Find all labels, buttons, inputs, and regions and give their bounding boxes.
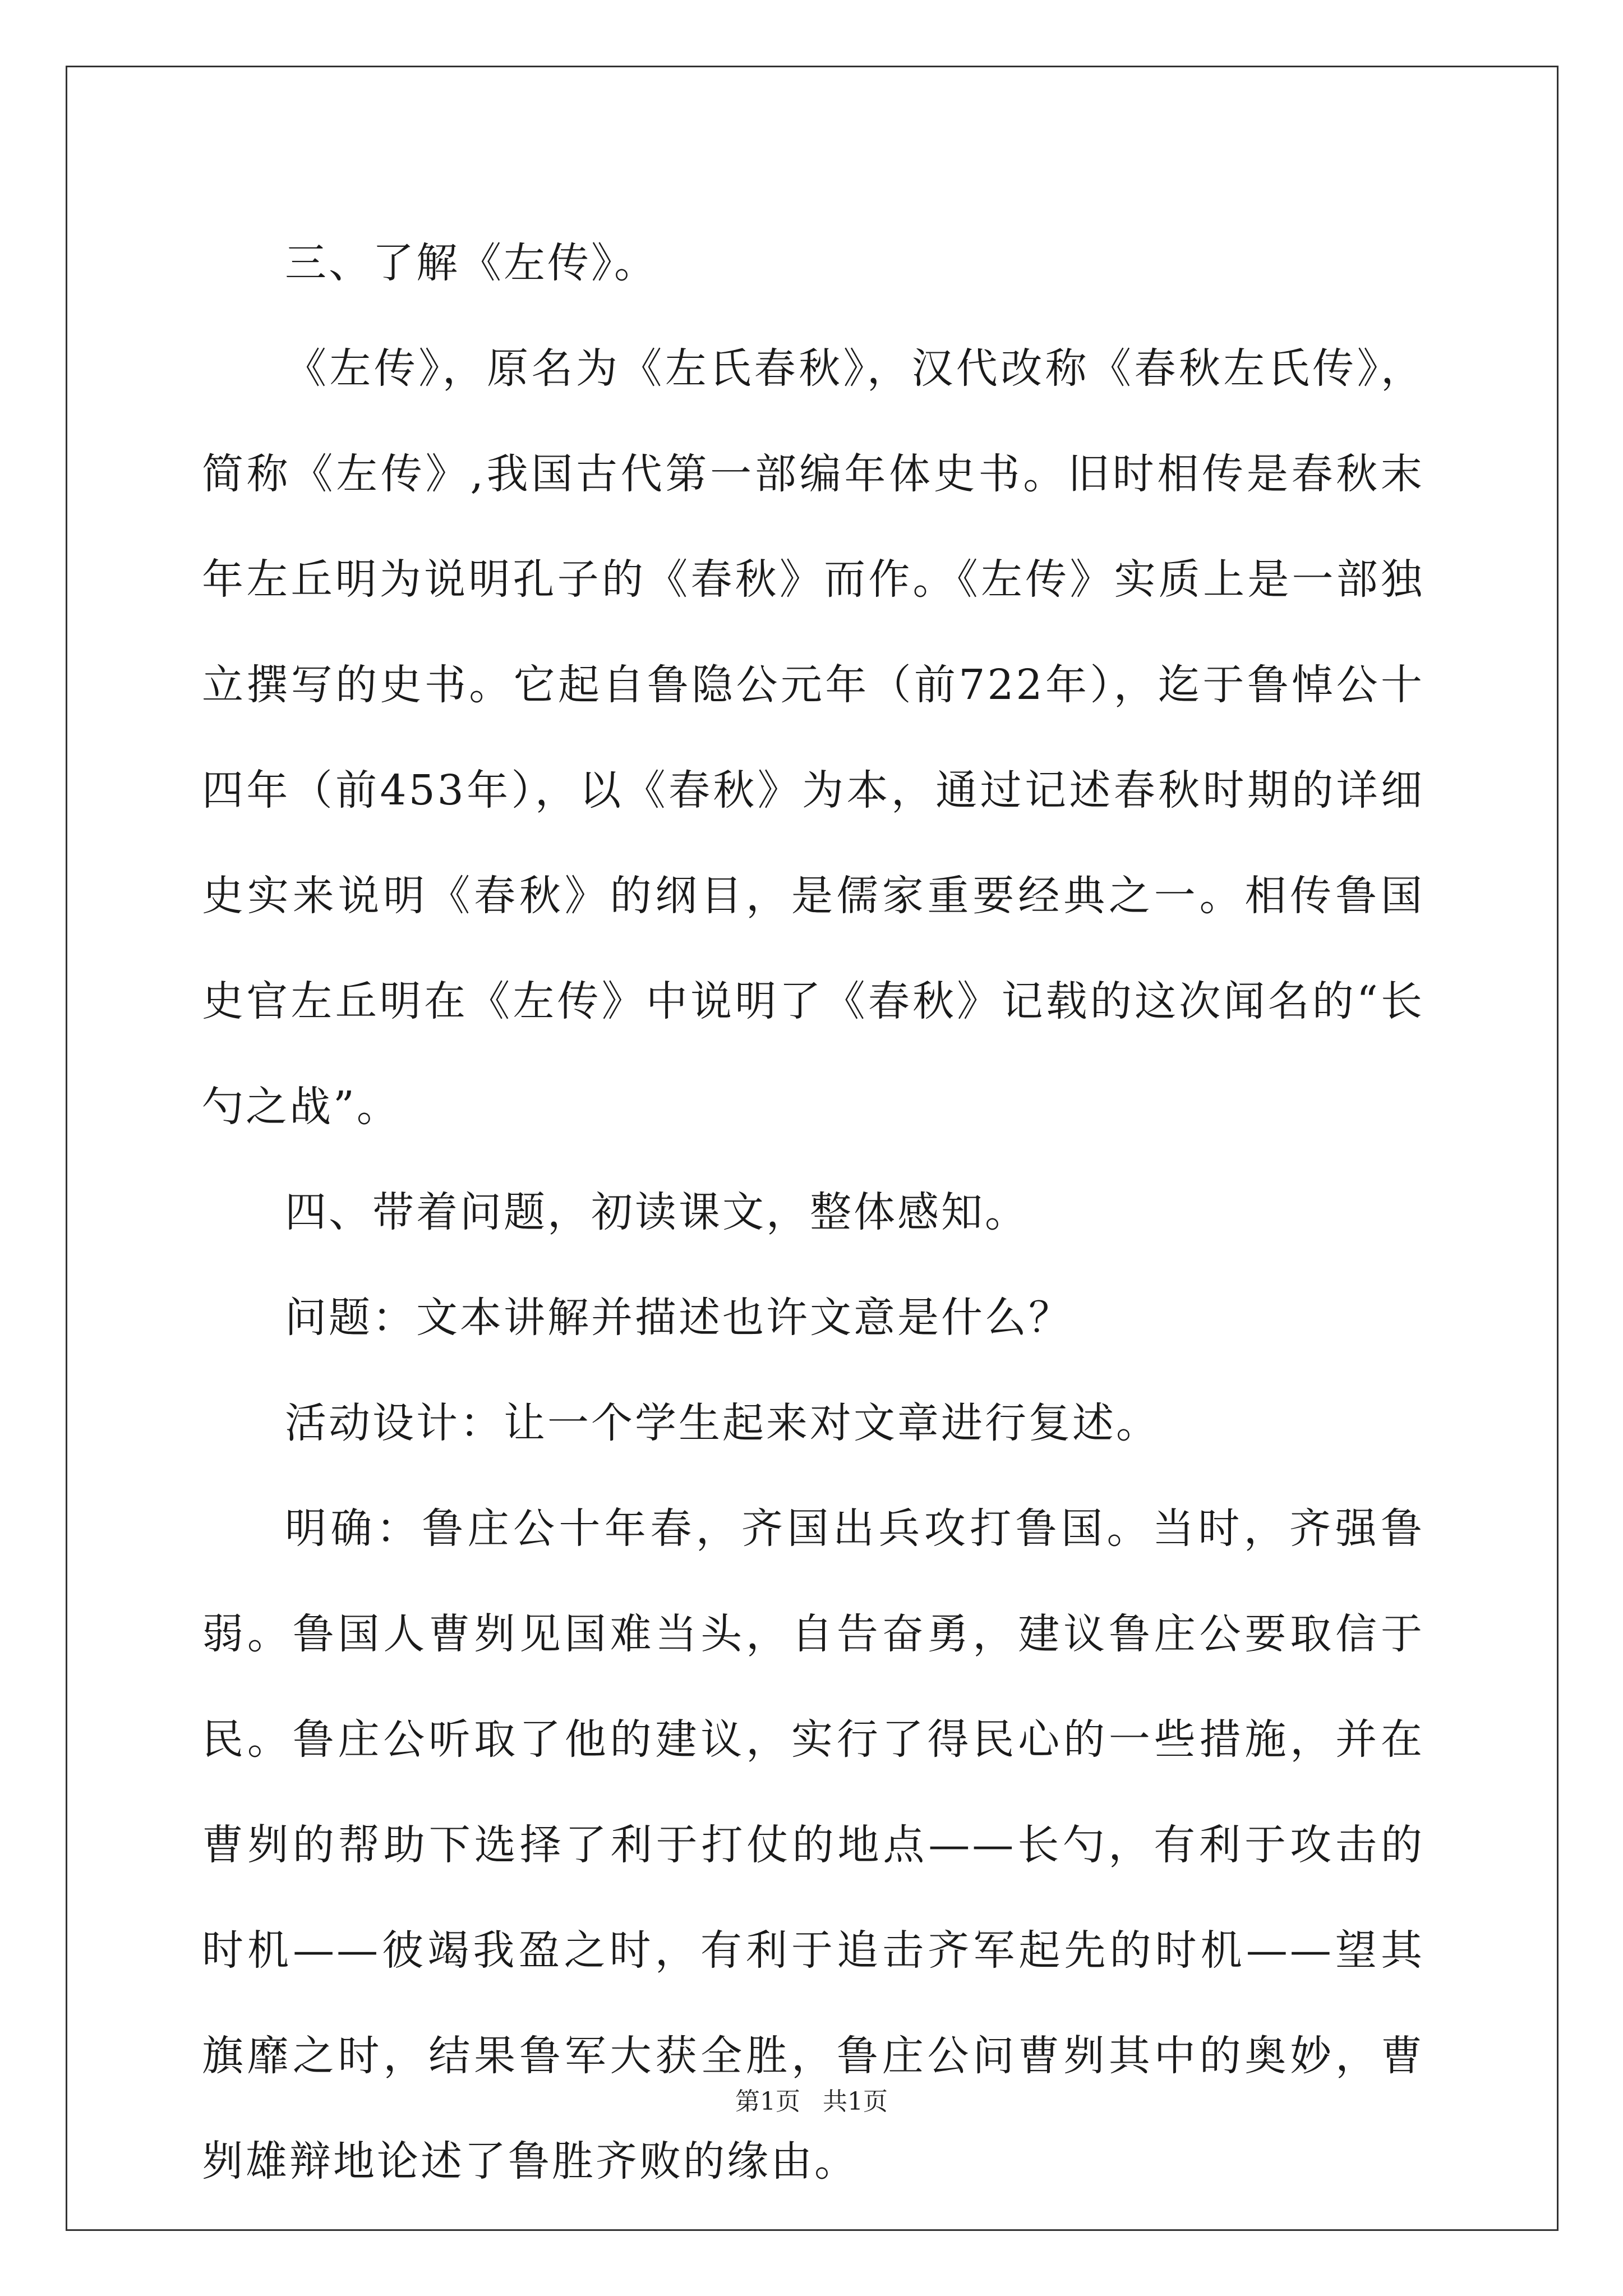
document-body [202,210,1424,2214]
clarification-paragraph: 明确：鲁庄公十年春，齐国出兵攻打鲁国。当时，齐强鲁弱。鲁国人曹刿见国难当头，自告奋勇，建议鲁庄公要取信于民。鲁庄公听取了他的建议，实行了得民心的一些措施，并在曹刿的帮助下选择了利于打仗的地点——长勺，有利于攻击的时机——彼竭我盈之时，有利于追击齐军起先的时机——望其旗靡之时，结果鲁军大获全胜，鲁庄公问曹刿其中的奥妙，曹刿雄辩地论述了鲁胜齐败的缘由。 [202,1504,1424,2185]
question-paragraph: 问题：文本讲解并描述也许文意是什么？ [285,1294,1072,1342]
section-heading-4: 四、带着问题，初读课文，整体感知。 [285,1188,1029,1236]
activity-design-paragraph: 活动设计：让一个学生起来对文章进行复述。 [285,1399,1160,1447]
page-number: 第1页 [735,2087,800,2116]
page-total: 共1页 [823,2087,888,2116]
section-heading-3: 三、了解《左传》。 [285,239,658,287]
page-footer [0,2085,1623,2119]
paragraph-zuozhuan-intro: 《左传》，原名为《左氏春秋》，汉代改称《春秋左氏传》，简称《左传》,我国古代第一部编年体史书。旧时相传是春秋末年左丘明为说明孔子的《春秋》而作。《左传》实质上是一部独立撰写的史书。它起自鲁隐公元年（前722年），迄于鲁悼公十四年（前453年），以《春秋》为本，通过记述春秋时期的详细史实来说明《春秋》的纲目，是儒家重要经典之一。相传鲁国史官左丘明在《左传》中说明了《春秋》记载的这次闻名的“长勺之战”。 [202,344,1424,1131]
